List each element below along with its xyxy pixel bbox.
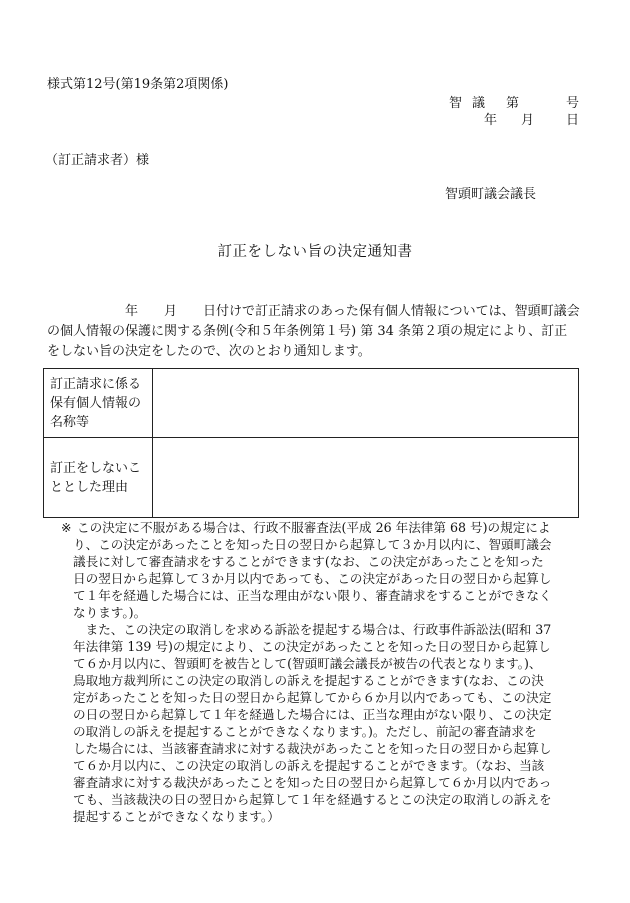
notice-line: この決定に不服がある場合は、行政不服審査法(平成 26 年法律第 68 号)の規定によ [77, 520, 551, 535]
notice-line: した場合には、当該審査請求に対する裁決があったことを知った日の翌日から起算し [73, 741, 552, 756]
table-value [153, 369, 579, 438]
doc-number-char: 号 [566, 96, 580, 111]
notice-line: なります。)。 [73, 605, 147, 620]
doc-number-char: 議 [472, 96, 486, 111]
notice-line: 日の翌日から起算して３か月以内であっても、この決定があった日の翌日から起算し [73, 571, 552, 586]
table-value [153, 438, 579, 518]
notice-line: て６か月以内に、智頭町を被告として(智頭町議会議長が被告の代表となります。)、 [73, 656, 542, 671]
table-label: 訂正をしないこ ととした理由 [44, 438, 153, 518]
sender: 智頭町議会議長 [445, 187, 537, 202]
table-row [44, 369, 579, 438]
date-year-label: 年 [484, 113, 498, 128]
document-date [484, 109, 579, 128]
table-row [44, 438, 579, 518]
doc-number-char: 智 [449, 96, 463, 111]
notice-line: 議長に対して審査請求をすることができます(なお、この決定があったことを知った [73, 554, 544, 569]
info-table [43, 368, 579, 518]
notice-line: の日の翌日から起算して１年を経過した場合には、正当な理由がない限り、この決定 [73, 707, 552, 722]
page-title: 訂正をしない旨の決定通知書 [217, 244, 413, 260]
notice-line: 提起することができなくなります。） [73, 809, 280, 824]
notice-line: の取消しの訴えを提起することができなくなります。)。ただし、前記の審査請求を [73, 724, 537, 739]
notice-line: 審査請求に対する裁決があったことを知った日の翌日から起算して６か月以内であっ [73, 775, 552, 790]
notice-line: 定があったことを知った日の翌日から起算してから６か月以内であっても、この決定 [73, 690, 552, 705]
body-paragraph [47, 302, 583, 362]
notice-line: 年法律第 139 号)の規定により、この決定があったことを知った日の翌日から起算し [73, 639, 551, 654]
body-line: をしない旨の決定をしたので、次のとおり通知します。 [47, 344, 371, 359]
recipient: （訂正請求者）様 [45, 153, 150, 168]
table-label: 訂正請求に係る 保有個人情報の 名称等 [44, 369, 153, 438]
notice-line: て１年を経過した場合には、正当な理由がない限り、審査請求をすることができなく [73, 588, 552, 603]
date-month-label: 月 [521, 113, 535, 128]
notice-line: 鳥取地方裁判所にこの決定の取消しの訴えを提起することができます(なお、この決 [73, 673, 544, 688]
notice-line: て６か月以内に、この決定の取消しの訴えを提起することができます。（なお、当該 [73, 758, 545, 773]
note-mark: ※ [61, 520, 72, 535]
date-day-label: 日 [566, 113, 580, 128]
body-line: 年 月 日付けで訂正請求のあった保有個人情報については、智頭町議会 [47, 304, 580, 319]
doc-number-char: 第 [506, 96, 520, 111]
body-line: の個人情報の保護に関する条例(令和５年条例第１号) 第 34 条第２項の規定により、訂正 [47, 324, 568, 339]
notice-line: また、この決定の取消しを求める訴訟を提起する場合は、行政事件訴訟法(昭和 37 [73, 622, 552, 637]
notice-line: り、この決定があったことを知った日の翌日から起算して３か月以内に、智頭町議会 [73, 537, 552, 552]
appeal-notice [61, 519, 583, 825]
form-number: 様式第12号(第19条第2項関係) [47, 77, 229, 92]
notice-line: ても、当該裁決の日の翌日から起算して１年を経過するとこの決定の取消しの訴えを [73, 792, 552, 807]
